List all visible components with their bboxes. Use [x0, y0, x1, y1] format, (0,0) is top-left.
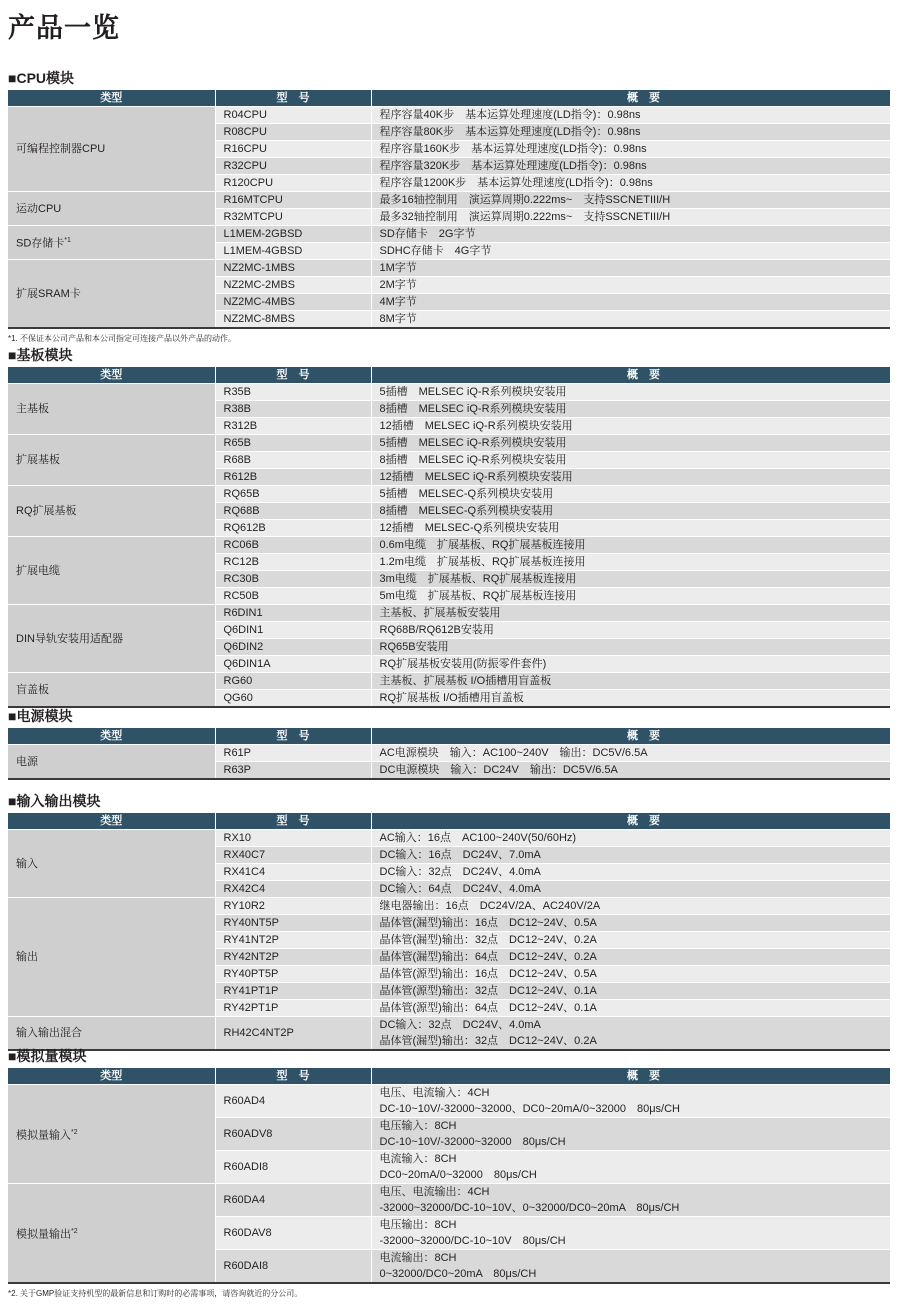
summary-cell	[371, 932, 890, 949]
header-type: 类型	[8, 1068, 215, 1085]
summary-line: 程序容量160K步 基本运算处理速度(LD指令)：0.98ns	[379, 143, 647, 155]
summary-cell	[371, 1118, 890, 1151]
type-label: 盲盖板	[16, 683, 49, 696]
model-cell: R16MTCPU	[215, 192, 371, 209]
type-cell	[8, 486, 215, 537]
model-cell: RH42C4NT2P	[215, 1017, 371, 1051]
summary-line: 12插槽 MELSEC iQ-R系列模块安装用	[379, 471, 573, 483]
summary-cell	[371, 673, 890, 690]
table-row	[8, 226, 890, 243]
table-row	[8, 745, 890, 762]
table-row	[8, 260, 890, 277]
summary-line: 继电器输出：16点 DC24V/2A、AC240V/2A	[379, 900, 601, 912]
summary-line: -32000~32000/DC-10~10V 80μs/CH	[379, 1235, 566, 1247]
summary-cell	[371, 745, 890, 762]
type-cell	[8, 673, 215, 708]
type-label: 模拟量输入	[16, 1129, 71, 1142]
model-cell: R68B	[215, 452, 371, 469]
model-cell: R120CPU	[215, 175, 371, 192]
header-type: 类型	[8, 367, 215, 384]
model-cell: RC06B	[215, 537, 371, 554]
summary-cell	[371, 469, 890, 486]
summary-cell	[371, 605, 890, 622]
product-table-io	[8, 813, 890, 1051]
table-row	[8, 1085, 890, 1118]
summary-cell	[371, 639, 890, 656]
summary-line: AC输入：16点 AC100~240V(50/60Hz)	[379, 832, 577, 844]
section-heading: ■基板模块	[8, 347, 73, 363]
summary-line: DC电源模块 输入：DC24V 输出：DC5V/6.5A	[379, 764, 618, 776]
summary-cell	[371, 294, 890, 311]
summary-cell	[371, 260, 890, 277]
model-cell: RY41NT2P	[215, 932, 371, 949]
type-cell	[8, 898, 215, 1017]
type-cell	[8, 1017, 215, 1051]
summary-line: 4M字节	[379, 296, 417, 308]
model-cell: QG60	[215, 690, 371, 708]
table-row	[8, 486, 890, 503]
header-model: 型 号	[215, 367, 371, 384]
footnote: *1. 不保证本公司产品和本公司指定可连接产品以外产品的动作。	[8, 334, 237, 343]
model-cell: RQ65B	[215, 486, 371, 503]
summary-line: 5插槽 MELSEC iQ-R系列模块安装用	[379, 437, 567, 449]
summary-line: 0.6m电缆 扩展基板、RQ扩展基板连接用	[379, 539, 586, 551]
model-cell: R60ADV8	[215, 1118, 371, 1151]
summary-line: 5m电缆 扩展基板、RQ扩展基板连接用	[379, 590, 577, 602]
summary-line: 电压输入：8CH	[379, 1120, 457, 1132]
summary-line: SD存储卡 2G字节	[379, 228, 476, 240]
section-power	[8, 708, 890, 780]
summary-cell	[371, 1085, 890, 1118]
table-row	[8, 435, 890, 452]
summary-cell	[371, 1184, 890, 1217]
summary-line: 8插槽 MELSEC iQ-R系列模块安装用	[379, 403, 567, 415]
model-cell: RY40NT5P	[215, 915, 371, 932]
summary-line: DC-10~10V/-32000~32000、DC0~20mA/0~32000 80μs/CH	[379, 1103, 680, 1115]
model-cell: R60DA4	[215, 1184, 371, 1217]
model-cell: R65B	[215, 435, 371, 452]
header-summary: 概 要	[371, 90, 890, 107]
product-table-analog	[8, 1068, 890, 1284]
model-cell: R04CPU	[215, 107, 371, 124]
type-cell	[8, 537, 215, 605]
summary-cell	[371, 830, 890, 847]
summary-line: AC电源模块 输入：AC100~240V 输出：DC5V/6.5A	[379, 747, 648, 759]
summary-cell	[371, 435, 890, 452]
summary-cell	[371, 277, 890, 294]
summary-line: DC0~20mA/0~32000 80μs/CH	[379, 1169, 537, 1181]
summary-cell	[371, 107, 890, 124]
table-header	[8, 90, 890, 107]
header-summary: 概 要	[371, 367, 890, 384]
model-cell: NZ2MC-4MBS	[215, 294, 371, 311]
table-row	[8, 537, 890, 554]
summary-cell	[371, 384, 890, 401]
summary-cell	[371, 762, 890, 780]
model-cell: R60AD4	[215, 1085, 371, 1118]
summary-cell	[371, 1250, 890, 1284]
header-summary: 概 要	[371, 1068, 890, 1085]
table-header	[8, 728, 890, 745]
summary-line: 电流输出：8CH	[379, 1252, 457, 1264]
model-cell: L1MEM-4GBSD	[215, 243, 371, 260]
summary-line: 晶体管(源型)输出：64点 DC12~24V、0.1A	[379, 1002, 597, 1014]
model-cell: RX41C4	[215, 864, 371, 881]
summary-cell	[371, 656, 890, 673]
summary-line: 8M字节	[379, 313, 417, 325]
header-row	[8, 813, 890, 830]
model-cell: RC30B	[215, 571, 371, 588]
summary-cell	[371, 864, 890, 881]
header-model: 型 号	[215, 813, 371, 830]
table-header	[8, 367, 890, 384]
summary-line: 3m电缆 扩展基板、RQ扩展基板连接用	[379, 573, 577, 585]
summary-line: DC输入：16点 DC24V、7.0mA	[379, 849, 541, 861]
summary-line: 12插槽 MELSEC iQ-R系列模块安装用	[379, 420, 573, 432]
summary-line: 晶体管(源型)输出：32点 DC12~24V、0.1A	[379, 985, 597, 997]
summary-line: 晶体管(漏型)输出：32点 DC12~24V、0.2A	[379, 934, 597, 946]
model-cell: R35B	[215, 384, 371, 401]
model-cell: R60DAI8	[215, 1250, 371, 1284]
section-cpu	[8, 70, 890, 344]
model-cell: R32MTCPU	[215, 209, 371, 226]
summary-line: 晶体管(漏型)输出：16点 DC12~24V、0.5A	[379, 917, 597, 929]
summary-cell	[371, 622, 890, 639]
model-cell: RQ68B	[215, 503, 371, 520]
summary-cell	[371, 452, 890, 469]
type-cell	[8, 435, 215, 486]
footnote-ref: *2	[71, 1128, 78, 1136]
summary-cell	[371, 1151, 890, 1184]
summary-cell	[371, 554, 890, 571]
type-label: RQ扩展基板	[16, 505, 77, 517]
summary-cell	[371, 520, 890, 537]
summary-line: 程序容量40K步 基本运算处理速度(LD指令)：0.98ns	[379, 109, 641, 121]
summary-line: 0~32000/DC0~20mA 80μs/CH	[379, 1268, 537, 1280]
summary-line: DC输入：32点 DC24V、4.0mA	[379, 1019, 541, 1031]
model-cell: RY40PT5P	[215, 966, 371, 983]
type-cell	[8, 107, 215, 192]
summary-cell	[371, 690, 890, 708]
summary-cell	[371, 226, 890, 243]
type-label: 输入输出混合	[16, 1027, 82, 1039]
section-heading: ■输入输出模块	[8, 793, 101, 809]
summary-line: 程序容量1200K步 基本运算处理速度(LD指令)：0.98ns	[379, 177, 653, 189]
model-cell: RY42PT1P	[215, 1000, 371, 1017]
summary-line: 1M字节	[379, 262, 417, 274]
summary-cell	[371, 915, 890, 932]
summary-cell	[371, 588, 890, 605]
footnote: *2. 关于GMP验证支持机型的最新信息和订购时的必需事项，请咨询就近的分公司。	[8, 1289, 303, 1298]
type-label: 扩展SRAM卡	[16, 287, 81, 300]
summary-line: 程序容量80K步 基本运算处理速度(LD指令)：0.98ns	[379, 126, 641, 138]
table-header	[8, 813, 890, 830]
header-model: 型 号	[215, 728, 371, 745]
summary-line: RQ68B/RQ612B安装用	[379, 624, 494, 636]
header-summary: 概 要	[371, 813, 890, 830]
summary-cell	[371, 401, 890, 418]
product-table-power	[8, 728, 890, 780]
type-cell	[8, 192, 215, 226]
model-cell: RY41PT1P	[215, 983, 371, 1000]
table-row	[8, 1184, 890, 1217]
header-type: 类型	[8, 813, 215, 830]
type-cell	[8, 1085, 215, 1184]
summary-line: DC输入：32点 DC24V、4.0mA	[379, 866, 541, 878]
summary-line: 程序容量320K步 基本运算处理速度(LD指令)：0.98ns	[379, 160, 647, 172]
header-type: 类型	[8, 90, 215, 107]
table-row	[8, 384, 890, 401]
model-cell: RQ612B	[215, 520, 371, 537]
table-row	[8, 673, 890, 690]
header-type: 类型	[8, 728, 215, 745]
section-heading: ■电源模块	[8, 708, 73, 724]
summary-cell	[371, 243, 890, 260]
model-cell: RY42NT2P	[215, 949, 371, 966]
model-cell: R16CPU	[215, 141, 371, 158]
summary-line: RQ扩展基板安装用(防振零件套件)	[379, 658, 547, 670]
model-cell: RY10R2	[215, 898, 371, 915]
type-cell	[8, 260, 215, 329]
summary-line: 5插槽 MELSEC-Q系列模块安装用	[379, 488, 554, 500]
summary-cell	[371, 418, 890, 435]
summary-cell	[371, 1217, 890, 1250]
table-row	[8, 898, 890, 915]
summary-line: 1.2m电缆 扩展基板、RQ扩展基板连接用	[379, 556, 586, 568]
summary-line: 主基板、扩展基板安装用	[379, 607, 501, 619]
summary-cell	[371, 571, 890, 588]
type-cell	[8, 830, 215, 898]
summary-cell	[371, 881, 890, 898]
summary-line: SDHC存储卡 4G字节	[379, 245, 492, 257]
summary-cell	[371, 1000, 890, 1017]
type-label: 扩展基板	[16, 454, 60, 466]
type-cell	[8, 745, 215, 780]
summary-cell	[371, 124, 890, 141]
model-cell: R08CPU	[215, 124, 371, 141]
summary-line: RQ扩展基板 I/O插槽用盲盖板	[379, 692, 524, 704]
summary-line: 5插槽 MELSEC iQ-R系列模块安装用	[379, 386, 567, 398]
type-label: DIN导轨安装用适配器	[16, 632, 123, 645]
model-cell: RX10	[215, 830, 371, 847]
table-header	[8, 1068, 890, 1085]
page-title: 产品一览	[8, 13, 120, 43]
summary-line: 晶体管(漏型)输出：64点 DC12~24V、0.2A	[379, 951, 597, 963]
model-cell: RC12B	[215, 554, 371, 571]
model-cell: R612B	[215, 469, 371, 486]
product-table-base	[8, 367, 890, 708]
type-label: 输出	[16, 951, 38, 963]
table-row	[8, 107, 890, 124]
summary-line: 2M字节	[379, 279, 417, 291]
model-cell: RG60	[215, 673, 371, 690]
summary-line: 主基板、扩展基板 I/O插槽用盲盖板	[379, 675, 552, 687]
model-cell: R32CPU	[215, 158, 371, 175]
model-cell: R60DAV8	[215, 1217, 371, 1250]
header-row	[8, 1068, 890, 1085]
summary-line: RQ65B安装用	[379, 641, 449, 653]
section-base	[8, 347, 890, 708]
type-label: 运动CPU	[16, 202, 62, 215]
summary-line: 12插槽 MELSEC-Q系列模块安装用	[379, 522, 560, 534]
type-cell	[8, 226, 215, 260]
model-cell: Q6DIN1	[215, 622, 371, 639]
model-cell: NZ2MC-8MBS	[215, 311, 371, 329]
type-label: SD存储卡	[16, 237, 65, 250]
model-cell: R6DIN1	[215, 605, 371, 622]
header-summary: 概 要	[371, 728, 890, 745]
product-table-cpu	[8, 90, 890, 329]
table-row	[8, 1017, 890, 1051]
summary-line: DC输入：64点 DC24V、4.0mA	[379, 883, 541, 895]
header-model: 型 号	[215, 1068, 371, 1085]
summary-line: 8插槽 MELSEC iQ-R系列模块安装用	[379, 454, 567, 466]
summary-cell	[371, 175, 890, 192]
header-model: 型 号	[215, 90, 371, 107]
summary-cell	[371, 311, 890, 329]
summary-cell	[371, 158, 890, 175]
footnote-ref: *2	[71, 1227, 78, 1235]
model-cell: Q6DIN1A	[215, 656, 371, 673]
summary-line: 最多16轴控制用 演运算周期0.222ms~ 支持SSCNETIII/H	[379, 194, 671, 206]
summary-cell	[371, 983, 890, 1000]
section-heading: ■CPU模块	[8, 70, 75, 86]
model-cell: RX42C4	[215, 881, 371, 898]
table-row	[8, 192, 890, 209]
model-cell: R60ADI8	[215, 1151, 371, 1184]
section-analog	[8, 1048, 890, 1299]
summary-cell	[371, 192, 890, 209]
section-heading: ■模拟量模块	[8, 1048, 87, 1064]
model-cell: RC50B	[215, 588, 371, 605]
model-cell: NZ2MC-1MBS	[215, 260, 371, 277]
type-cell	[8, 384, 215, 435]
summary-cell	[371, 486, 890, 503]
model-cell: Q6DIN2	[215, 639, 371, 656]
type-cell	[8, 605, 215, 673]
model-cell: L1MEM-2GBSD	[215, 226, 371, 243]
summary-line: 8插槽 MELSEC-Q系列模块安装用	[379, 505, 554, 517]
summary-cell	[371, 503, 890, 520]
header-row	[8, 367, 890, 384]
summary-cell	[371, 537, 890, 554]
model-cell: R312B	[215, 418, 371, 435]
summary-cell	[371, 141, 890, 158]
summary-line: 电压、电流输入：4CH	[379, 1087, 490, 1099]
summary-cell	[371, 1017, 890, 1051]
model-cell: R38B	[215, 401, 371, 418]
table-row	[8, 605, 890, 622]
summary-cell	[371, 966, 890, 983]
section-io	[8, 793, 890, 1051]
type-label: 主基板	[16, 403, 49, 415]
summary-line: 电流输入：8CH	[379, 1153, 457, 1165]
summary-line: 电压、电流输出：4CH	[379, 1186, 490, 1198]
type-label: 扩展电缆	[16, 564, 60, 577]
summary-line: 最多32轴控制用 演运算周期0.222ms~ 支持SSCNETIII/H	[379, 211, 671, 223]
model-cell: R63P	[215, 762, 371, 780]
summary-line: 晶体管(漏型)输出：32点 DC12~24V、0.2A	[379, 1035, 597, 1047]
header-row	[8, 90, 890, 107]
header-row	[8, 728, 890, 745]
summary-line: -32000~32000/DC-10~10V、0~32000/DC0~20mA 80μs/CH	[379, 1202, 680, 1214]
type-label: 可编程控制器CPU	[16, 143, 106, 155]
footnote-ref: *1	[64, 237, 71, 245]
type-cell	[8, 1184, 215, 1284]
model-cell: R61P	[215, 745, 371, 762]
summary-cell	[371, 209, 890, 226]
model-cell: NZ2MC-2MBS	[215, 277, 371, 294]
summary-line: DC-10~10V/-32000~32000 80μs/CH	[379, 1136, 566, 1148]
summary-cell	[371, 949, 890, 966]
model-cell: RX40C7	[215, 847, 371, 864]
type-label: 输入	[16, 857, 38, 870]
summary-line: 晶体管(源型)输出：16点 DC12~24V、0.5A	[379, 968, 597, 980]
summary-cell	[371, 847, 890, 864]
table-row	[8, 830, 890, 847]
summary-line: 电压输出：8CH	[379, 1219, 457, 1231]
summary-cell	[371, 898, 890, 915]
type-label: 模拟量输出	[16, 1228, 71, 1241]
type-label: 电源	[16, 755, 38, 768]
